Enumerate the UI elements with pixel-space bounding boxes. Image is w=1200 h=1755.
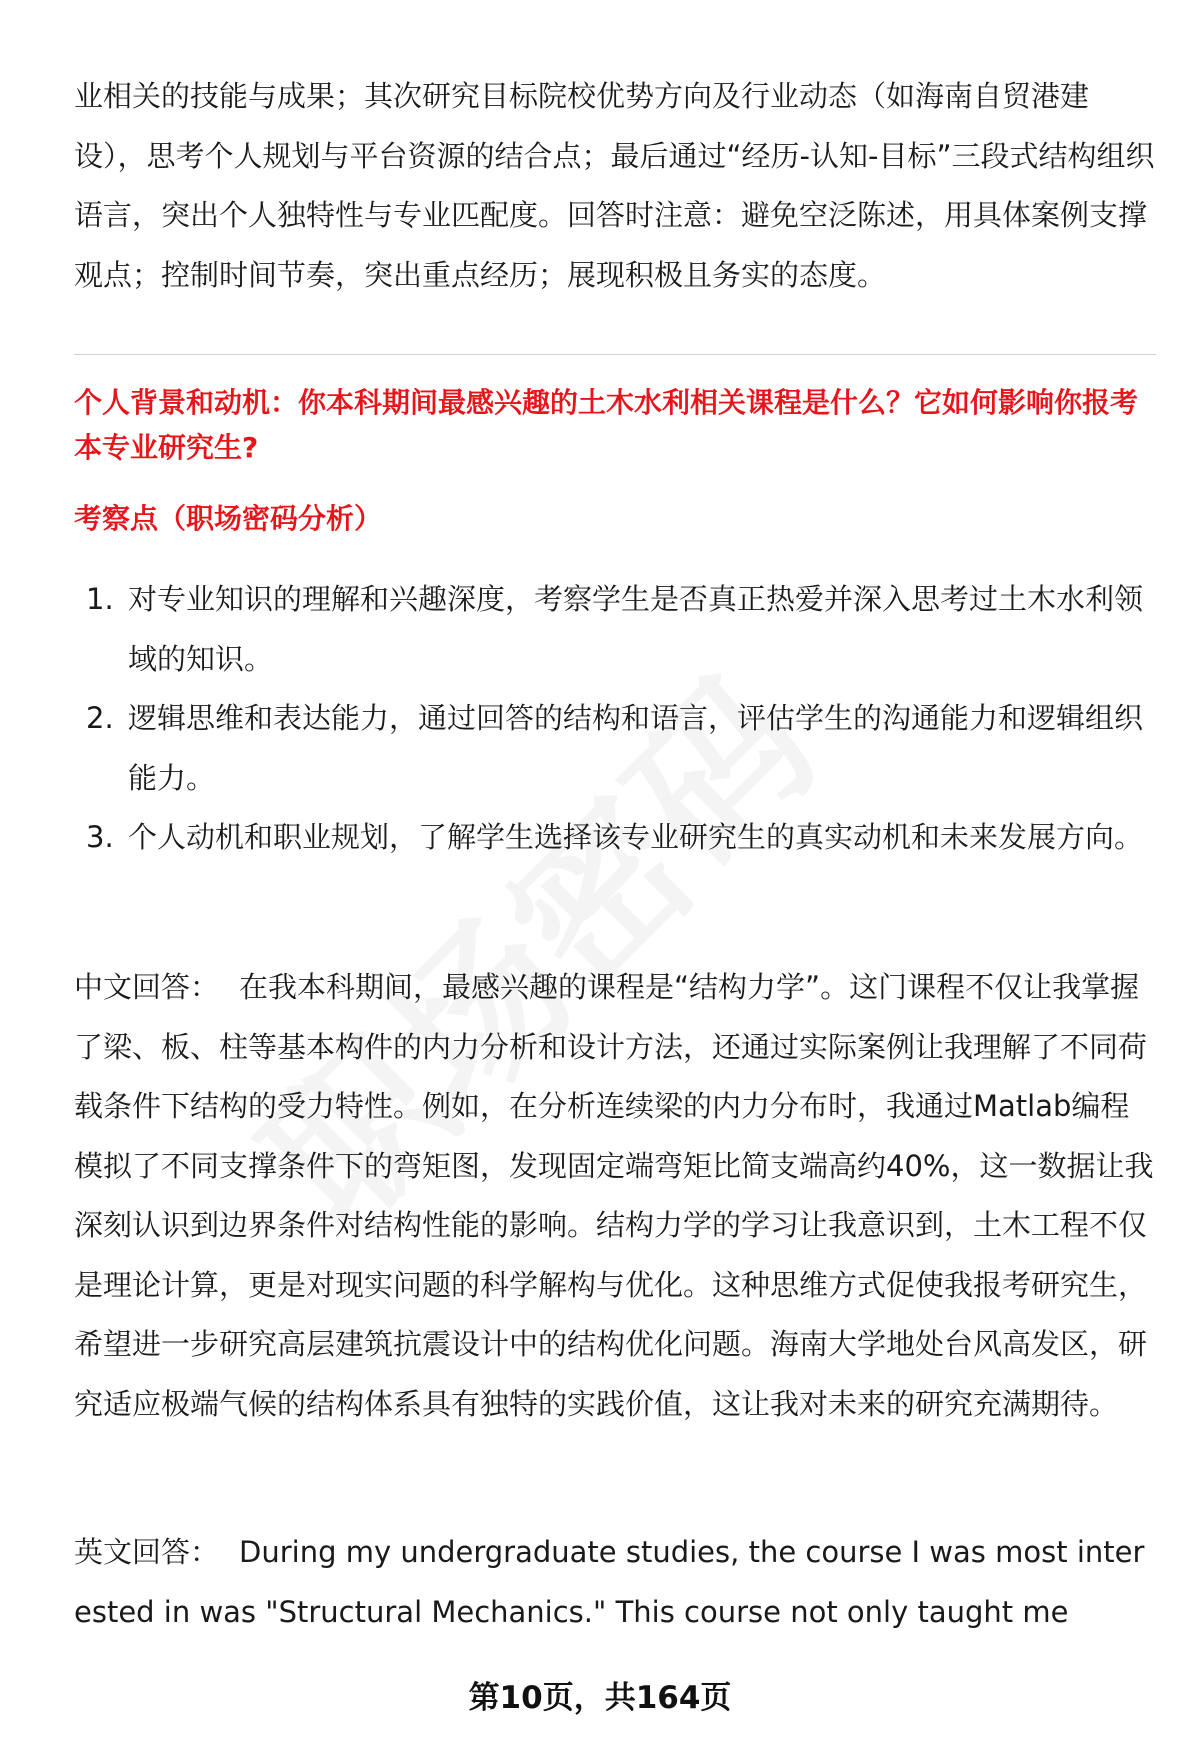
examine-points-list <box>74 570 1156 868</box>
list-item-number: 1. <box>86 582 114 616</box>
page-footer: 第10页，共164页 <box>468 1680 732 1716</box>
list-item-text: 个人动机和职业规划，了解学生选择该专业研究生的真实动机和未来发展方向。 <box>128 820 1144 854</box>
chinese-answer-label: 中文回答： <box>74 970 220 1004</box>
english-answer-label: 英文回答： <box>74 1535 220 1569</box>
chinese-answer-paragraph <box>74 958 1156 1434</box>
intro-paragraph: 业相关的技能与成果；其次研究目标院校优势方向及行业动态（如海南自贸港建设），思考个人规划与平台资源的结合点；最后通过“经历-认知-目标”三段式结构组织语言，突出个人独特性与专业匹配度。回答时注意：避免空泛陈述，用具体案例支撑观点；控制时间节奏，突出重点经历；展现积极且务实的态度。 <box>74 79 1155 292</box>
list-item <box>74 808 1156 868</box>
question-heading: 个人背景和动机：你本科期间最感兴趣的土木水利相关课程是什么？它如何影响你报考本专业研究生? <box>74 386 1139 464</box>
examine-heading: 考察点（职场密码分析） <box>74 502 383 535</box>
list-item-text: 对专业知识的理解和兴趣深度，考察学生是否真正热爱并深入思考过土木水利领域的知识。 <box>128 582 1144 676</box>
english-answer-text: During my undergraduate studies, the course I was most interested in was "Structural Mechanics." This course not only taught me <box>74 1535 1145 1629</box>
list-item-number: 3. <box>86 820 114 854</box>
english-answer-paragraph <box>74 1523 1156 1642</box>
section-divider <box>74 354 1156 355</box>
list-item-text: 逻辑思维和表达能力，通过回答的结构和语言，评估学生的沟通能力和逻辑组织能力。 <box>128 701 1144 795</box>
list-item-number: 2. <box>86 701 114 735</box>
list-item <box>74 689 1156 808</box>
list-item <box>74 570 1156 689</box>
chinese-answer-text: 在我本科期间，最感兴趣的课程是“结构力学”。这门课程不仅让我掌握了梁、板、柱等基本构件的内力分析和设计方法，还通过实际案例让我理解了不同荷载条件下结构的受力特性。例如，在分析连续梁的内力分布时，我通过Matlab编程模拟了不同支撑条件下的弯矩图，发现固定端弯矩比简支端高约40%，这一数据让我深刻认识到边界条件对结构性能的影响。结构力学的学习让我意识到，土木工程不仅是理论计算，更是对现实问题的科学解构与优化。这种思维方式促使我报考研究生，希望进一步研究高层建筑抗震设计中的结构优化问题。海南大学地处台风高发区，研究适应极端气候的结构体系具有独特的实践价值，这让我对未来的研究充满期待。 <box>74 970 1154 1421</box>
